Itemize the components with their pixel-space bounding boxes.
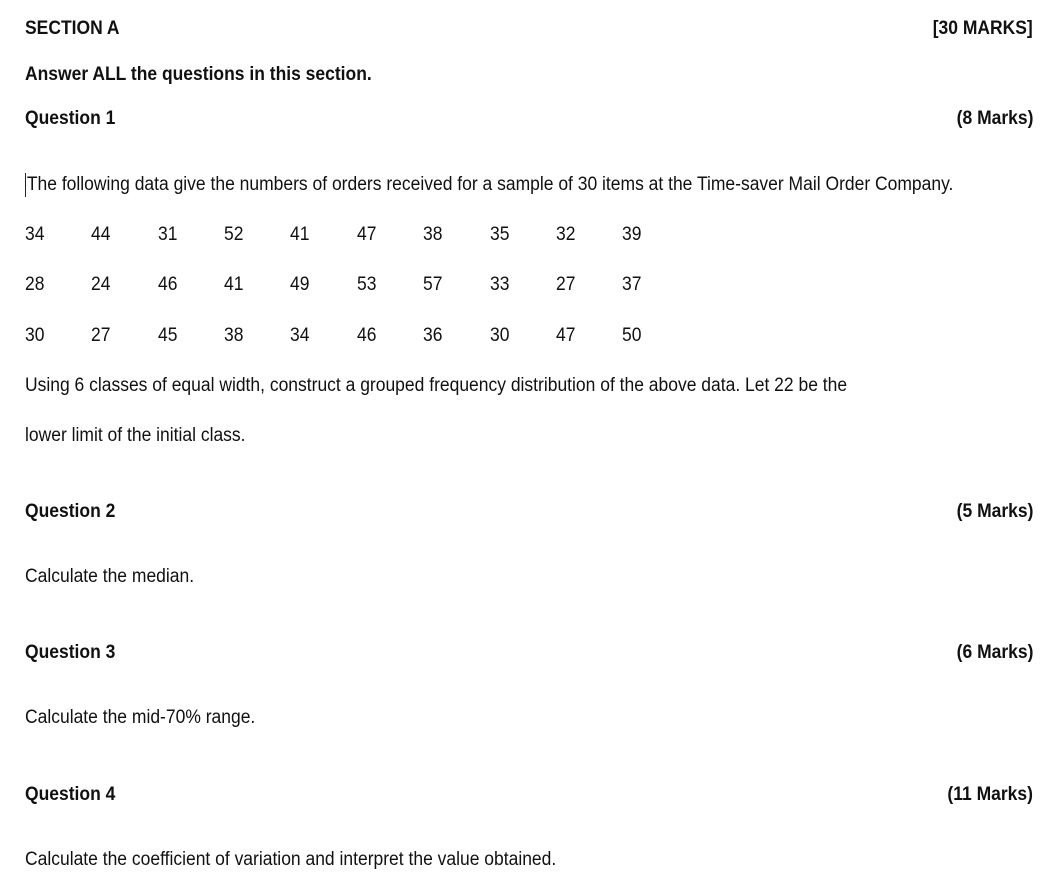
question-4-label: Question 4	[25, 784, 116, 805]
data-cell: 45	[158, 325, 178, 346]
text-cursor	[25, 173, 26, 197]
section-title: SECTION A	[25, 18, 120, 39]
question-1-intro[interactable]	[25, 173, 953, 197]
data-row-2	[25, 273, 725, 297]
data-cell: 27	[91, 325, 111, 346]
data-cell: 37	[622, 274, 642, 295]
data-cell: 28	[25, 274, 45, 295]
question-3-label: Question 3	[25, 642, 116, 663]
data-cell: 39	[622, 224, 642, 245]
data-cell: 49	[290, 274, 310, 295]
question-4-task: Calculate the coefficient of variation and interpret the value obtained.	[25, 849, 557, 870]
data-cell: 41	[224, 274, 244, 295]
data-cell: 57	[423, 274, 443, 295]
data-cell: 36	[423, 325, 443, 346]
question-2-label: Question 2	[25, 501, 116, 522]
data-cell: 41	[290, 224, 310, 245]
question-1-marks: (8 Marks)	[956, 108, 1033, 129]
section-marks: [30 MARKS]	[932, 18, 1033, 39]
data-cell: 32	[556, 224, 576, 245]
section-instruction: Answer ALL the questions in this section.	[25, 64, 372, 85]
data-cell: 53	[357, 274, 377, 295]
data-row-1	[25, 223, 725, 247]
data-cell: 47	[556, 325, 576, 346]
data-cell: 44	[91, 224, 111, 245]
data-cell: 31	[158, 224, 178, 245]
question-1-intro-text: The following data give the numbers of orders received for a sample of 30 items at the Time-saver Mail Order Company.	[26, 174, 954, 195]
data-cell: 50	[622, 325, 642, 346]
data-cell: 38	[224, 325, 244, 346]
question-1-task-line-1: Using 6 classes of equal width, construct a grouped frequency distribution of the above data. Let 22 be the	[25, 375, 848, 396]
data-cell: 24	[91, 274, 111, 295]
question-1-label: Question 1	[25, 108, 116, 129]
data-cell: 33	[490, 274, 510, 295]
question-1-task-line-2: lower limit of the initial class.	[25, 425, 246, 446]
data-cell: 34	[25, 224, 45, 245]
data-cell: 47	[357, 224, 377, 245]
question-2-marks: (5 Marks)	[956, 501, 1033, 522]
data-cell: 38	[423, 224, 443, 245]
data-cell: 30	[25, 325, 45, 346]
data-cell: 52	[224, 224, 244, 245]
data-cell: 30	[490, 325, 510, 346]
data-cell: 35	[490, 224, 510, 245]
data-cell: 27	[556, 274, 576, 295]
question-2-task: Calculate the median.	[25, 566, 195, 587]
data-cell: 46	[357, 325, 377, 346]
data-cell: 34	[290, 325, 310, 346]
question-3-marks: (6 Marks)	[956, 642, 1033, 663]
question-3-task: Calculate the mid-70% range.	[25, 707, 256, 728]
data-row-3	[25, 324, 725, 348]
data-cell: 46	[158, 274, 178, 295]
question-4-marks: (11 Marks)	[947, 784, 1033, 805]
